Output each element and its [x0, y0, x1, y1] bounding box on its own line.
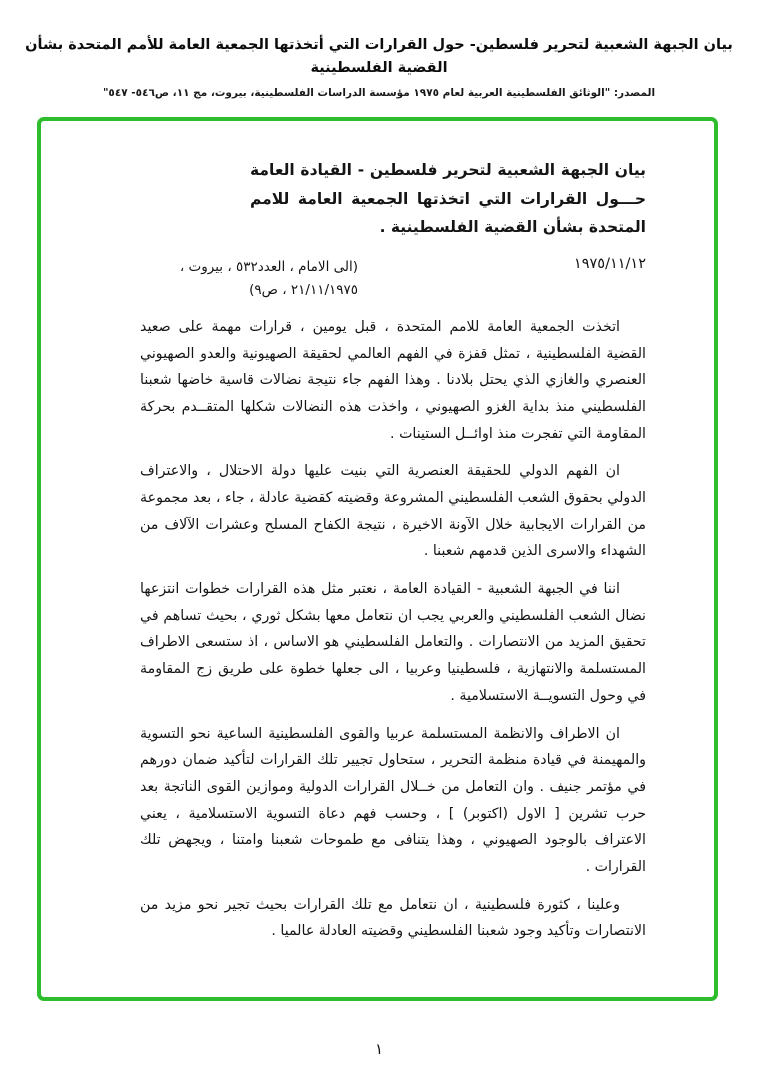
date-row	[140, 256, 646, 302]
paragraph: ان الفهم الدولي للحقيقة العنصرية التي بنيت عليها دولة الاحتلال ، والاعتراف الدولي بحقوق الشعب الفلسطيني المشروعة وقضيته كقضية عادلة ، جاء ، بعد مجموعة من القرارات الايجابية خلال الآونة الاخيرة ، نتيجة الكفاح المسلح وعشرات الآلاف من الشهداء والاسرى الذين قدمهم شعبنا .	[140, 463, 646, 560]
page-header	[18, 34, 740, 99]
page-number: ١	[374, 1040, 384, 1058]
document-citation: (الى الامام ، العدد٥٣٢ ، بيروت ، ٢١/١١/١٩٧٥ ، ص٩)	[179, 259, 358, 298]
document-body	[140, 156, 646, 956]
document-date: ١٩٧٥/١١/١٢	[573, 256, 646, 273]
paragraph: اتخذت الجمعية العامة للامم المتحدة ، قبل يومين ، قرارات مهمة على صعيد القضية الفلسطينية ، تمثل قفزة في الفهم العالمي لحقيقة الصهيونية والعدو الصهيوني العنصري والغازي الذي يحتل بلادنا . وهذا الفهم جاء نتيجة نضالات قاسية خاضها شعبنا الفلسطيني منذ بداية الغزو الصهيوني ، واخذت هذه النضالات شكلها المتقــدم بحركة المقاومة التي تفجرت منذ اوائــل الستينات .	[140, 318, 646, 442]
paragraph: ان الاطراف والانظمة المستسلمة عربيا والقوى الفلسطينية الساعية نحو التسوية والمهيمنة في قيادة منظمة التحرير ، ستحاول تجيير تلك القرارات لتأكيد ضمان دورهم في مؤتمر جنيف . وان التعامل من خــلال القرارات الدولية وموازين القوى الناتجة بعد حرب تشرين [ الاول (اكتوبر) ] ، وحسب فهم دعاة التسوية الاستسلامية ، يعني الاعتراف بالوجود الصهيوني ، وهذا يتنافى مع طموحات شعبنا وامتنا ، ويجهض تلك القرارات .	[140, 725, 646, 875]
header-source: المصدر: "الوثائق الفلسطينية العربية لعام ١٩٧٥ مؤسسة الدراسات الفلسطينية، بيروت، مج ١١، ص٥٤٦- ٥٤٧"	[102, 87, 656, 100]
document-paragraphs	[140, 314, 646, 945]
header-title: بيان الجبهة الشعبية لتحرير فلسطين- حول القرارات التي أتخذتها الجمعية العامة للأمم المتحدة بشأن القضية الفلسطينية	[25, 37, 733, 77]
paragraph: اننا في الجبهة الشعبية - القيادة العامة ، نعتبر مثل هذه القرارات خطوات انتزعها نضال الشعب الفلسطيني والعربي يجب ان نتعامل معها بشكل ثوري ، بحيث تساهم في تحقيق المزيد من الانتصارات . والتعامل الفلسطيني هو الاساس ، اذ ستسعى الاطراف المستسلمة والانتهازية ، فلسطينيا وعربيا ، الى جعلها خطوة على طريق زج المقاومة في وحول التسويــة الاستسلامية .	[140, 581, 646, 704]
document-title: بيان الجبهة الشعبية لتحرير فلسطين - القيادة العامة حـــول القرارات التي اتخذتها الجمعية العامة للامم المتحدة بشأن القضية الفلسطينية .	[250, 161, 646, 237]
paragraph: وعلينا ، كثورة فلسطينية ، ان نتعامل مع تلك القرارات بحيث تجير نحو مزيد من الانتصارات وتأكيد وجود شعبنا الفلسطيني وقضيته العادلة عالميا .	[140, 896, 646, 940]
